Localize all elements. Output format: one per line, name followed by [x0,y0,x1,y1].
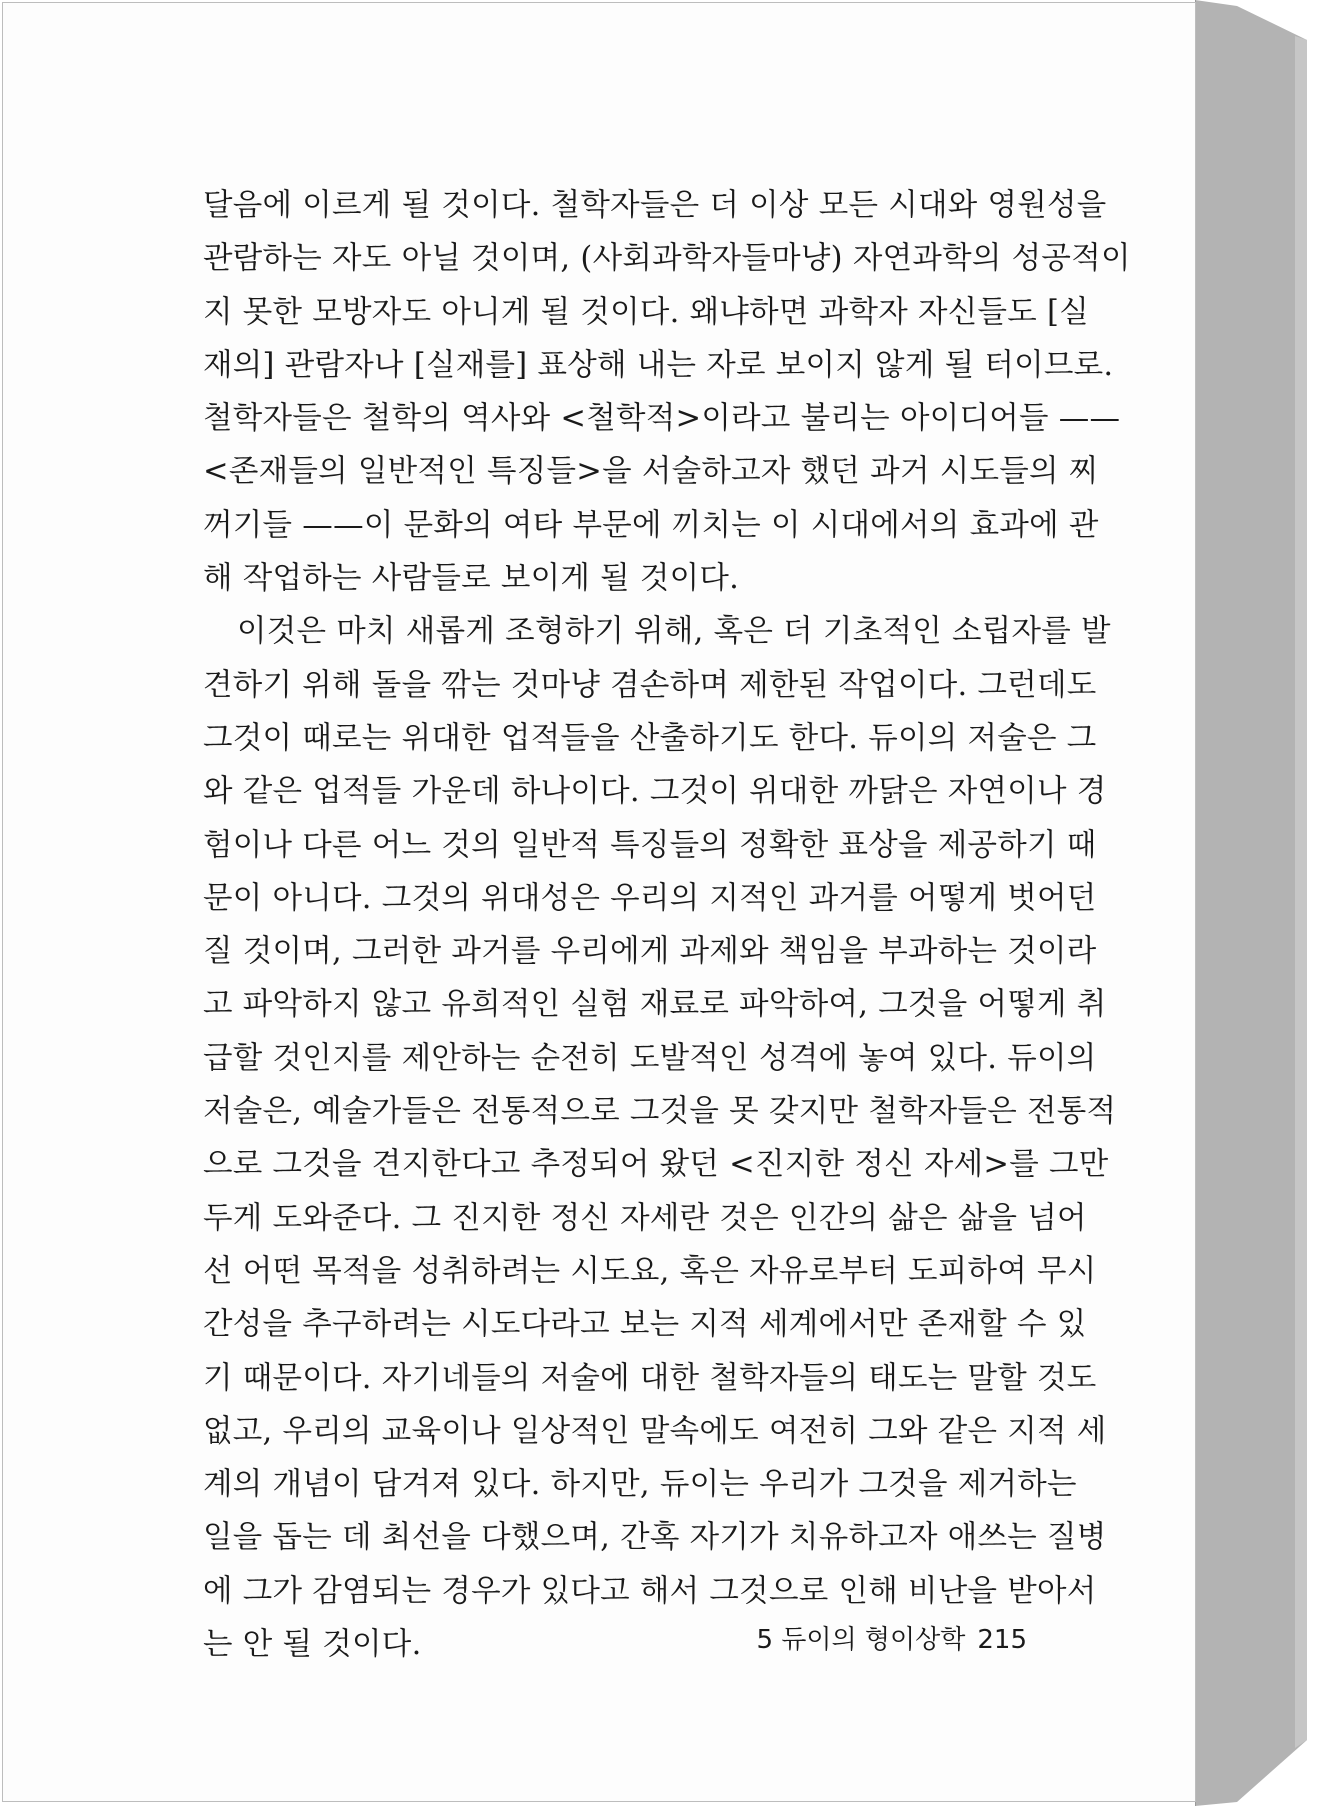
text-line: 계의 개념이 담겨져 있다. 하지만, 듀이는 우리가 그것을 제거하는 [203,1467,1077,1503]
text-line: 꺼기들 ——이 문화의 여타 부문에 끼치는 이 시대에서의 효과에 관 [203,507,1099,543]
text-line: 고 파악하지 않고 유희적인 실험 재료로 파악하여, 그것을 어떻게 취 [203,987,1107,1023]
paragraph [203,605,1117,1671]
text-line: 견하기 위해 돌을 깎는 것마냥 겸손하며 제한된 작업이다. 그런데도 [203,667,1097,703]
text-line: 는 안 될 것이다. [203,1627,422,1663]
text-line: 일을 돕는 데 최선을 다했으며, 간혹 자기가 치유하고자 애쓰는 질병 [203,1520,1107,1556]
text-line: 으로 그것을 견지한다고 추정되어 왔던 <진지한 정신 자세>를 그만 [203,1147,1109,1183]
paragraph [203,179,1131,605]
chapter-title: 5 듀이의 형이상학 [756,1625,966,1655]
text-line: 와 같은 업적들 가운데 하나이다. 그것이 위대한 까닭은 자연이나 경 [203,774,1107,810]
text-line: 해 작업하는 사람들로 보이게 될 것이다. [203,561,740,597]
text-line: 험이나 다른 어느 것의 일반적 특징들의 정확한 표상을 제공하기 때 [203,827,1097,863]
text-line: 지 못한 모방자도 아니게 될 것이다. 왜냐하면 과학자 자신들도 [실 [203,294,1089,330]
text-line: 질 것이며, 그러한 과거를 우리에게 과제와 책임을 부과하는 것이라 [203,934,1097,970]
text-line: 문이 아니다. 그것의 위대성은 우리의 지적인 과거를 어떻게 벗어던 [203,880,1097,916]
text-line: 이것은 마치 새롭게 조형하기 위해, 혹은 더 기초적인 소립자를 발 [237,614,1111,650]
text-line: 기 때문이다. 자기네들의 저술에 대한 철학자들의 태도는 말할 것도 [203,1360,1097,1396]
text-line: 관람하는 자도 아닐 것이며, (사회과학자들마냥) 자연과학의 성공적이 [203,241,1131,277]
text-line: 저술은, 예술가들은 전통적으로 그것을 못 갖지만 철학자들은 전통적 [203,1094,1117,1130]
book-page [2,2,1196,1802]
text-line: 달음에 이르게 될 것이다. 철학자들은 더 이상 모든 시대와 영원성을 [203,188,1107,223]
body-text [203,179,1131,1671]
text-line: 선 어떤 목적을 성취하려는 시도요, 혹은 자유로부터 도피하여 무시 [203,1253,1097,1289]
text-line: 없고, 우리의 교육이나 일상적인 말속에도 여전히 그와 같은 지적 세 [203,1413,1107,1449]
text-line: 두게 도와준다. 그 진지한 정신 자세란 것은 인간의 삶은 삶을 넘어 [203,1200,1087,1236]
text-line: 그것이 때로는 위대한 업적들을 산출하기도 한다. 듀이의 저술은 그 [203,720,1097,756]
text-line: 급할 것인지를 제안하는 순전히 도발적인 성격에 놓여 있다. 듀이의 [203,1040,1097,1076]
running-footer [756,1619,1027,1656]
text-line: 철학자들은 철학의 역사와 <철학적>이라고 불리는 아이디어들 —— [203,401,1121,437]
text-line: 재의] 관람자나 [실재를] 표상해 내는 자로 보이지 않게 될 터이므로. [203,347,1114,383]
book-page-edge [1195,0,1319,1806]
page-number: 215 [977,1625,1027,1655]
text-line: 간성을 추구하려는 시도다라고 보는 지적 세계에서만 존재할 수 있 [203,1307,1087,1343]
text-line: 에 그가 감염되는 경우가 있다고 해서 그것으로 인해 비난을 받아서 [203,1573,1097,1609]
text-line: <존재들의 일반적인 특징들>을 서술하고자 했던 과거 시도들의 찌 [203,454,1099,490]
